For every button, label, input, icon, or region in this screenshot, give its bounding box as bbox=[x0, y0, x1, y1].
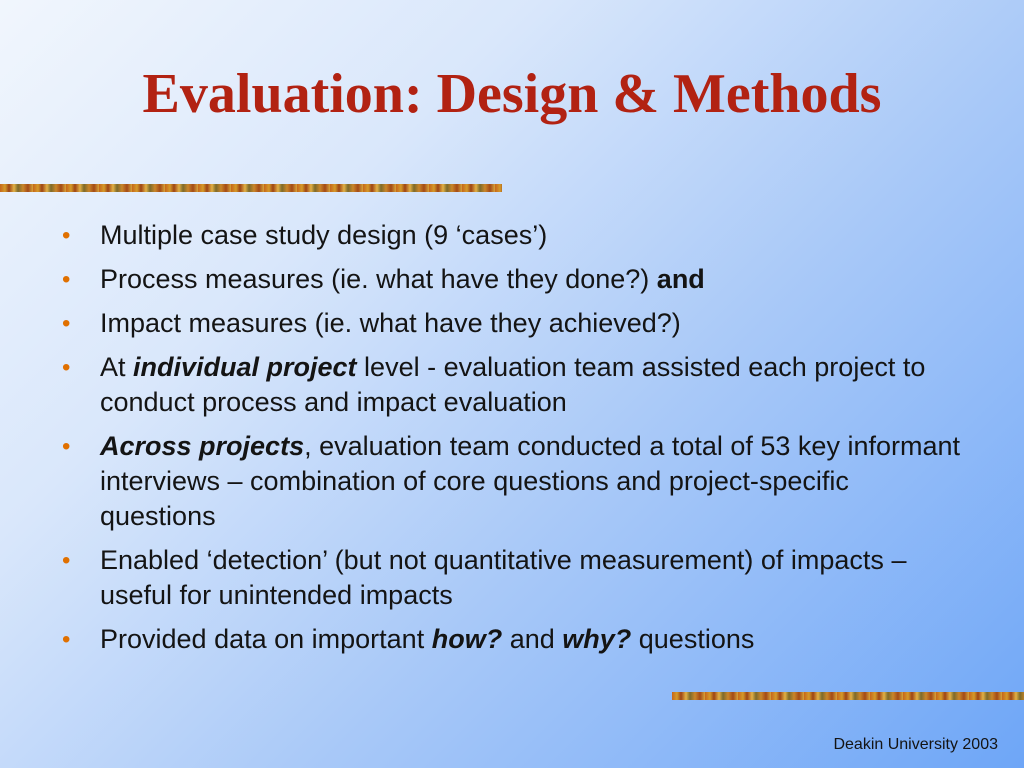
bullet-text: At bbox=[100, 352, 134, 382]
bullet-text: , evaluation team conducted a total of 53 key informant interviews – combination of core questions and project-specific questions bbox=[100, 431, 960, 531]
list-item bbox=[62, 429, 962, 534]
bullet-icon: • bbox=[62, 433, 71, 460]
bullet-icon: • bbox=[62, 626, 71, 653]
list-item bbox=[62, 262, 962, 297]
bullet-text: level - evaluation team assisted each project to conduct process and impact evaluation bbox=[100, 352, 926, 417]
bullet-emphasis: Across projects bbox=[100, 431, 305, 461]
bullet-text: and bbox=[502, 624, 563, 654]
bullet-icon: • bbox=[62, 354, 71, 381]
list-item bbox=[62, 622, 962, 657]
list-item bbox=[62, 350, 962, 420]
bullet-list bbox=[62, 218, 962, 666]
bullet-emphasis: and bbox=[656, 264, 705, 294]
bullet-emphasis: individual project bbox=[133, 352, 357, 382]
bullet-text: Impact measures (ie. what have they achieved?) bbox=[100, 308, 681, 338]
slide-title: Evaluation: Design & Methods bbox=[142, 63, 882, 125]
footer-text: Deakin University 2003 bbox=[833, 736, 998, 753]
list-item bbox=[62, 218, 962, 253]
bullet-text: Enabled ‘detection’ (but not quantitative measurement) of impacts – useful for unintended impacts bbox=[100, 545, 907, 610]
list-item bbox=[62, 543, 962, 613]
bullet-text: Process measures (ie. what have they done?) bbox=[100, 264, 657, 294]
bullet-text: Provided data on important bbox=[100, 624, 432, 654]
bullet-icon: • bbox=[62, 547, 71, 574]
bullet-emphasis: how? bbox=[431, 624, 503, 654]
bullet-text: Multiple case study design (9 ‘cases’) bbox=[100, 220, 548, 250]
bullet-icon: • bbox=[62, 310, 71, 337]
bullet-text: questions bbox=[631, 624, 755, 654]
list-item bbox=[62, 306, 962, 341]
decorative-divider-bottom bbox=[672, 692, 1024, 700]
bullet-icon: • bbox=[62, 266, 71, 293]
bullet-icon: • bbox=[62, 222, 71, 249]
bullet-emphasis: why? bbox=[562, 624, 632, 654]
decorative-divider-top bbox=[0, 184, 502, 192]
